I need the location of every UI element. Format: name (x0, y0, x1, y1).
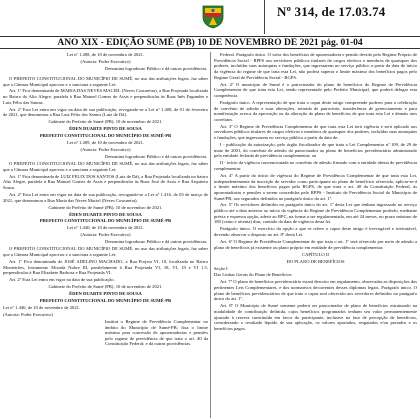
right-paragraph: Art. 6º O Regime de Previdência Complementar de que trata o art. 1º será oferecido por meio de adesão a plano de benefícios já existente ou plano próprio em entidade de previdência complementar. (214, 239, 417, 250)
left-paragraph: Art. 2º Esta Lei entra em vigor na data de sua publicação. (9, 277, 115, 283)
column-divider (210, 52, 211, 418)
left-paragraph: Denomina logradouro Público e dá outras providências. (105, 65, 208, 71)
left-paragraph: Art. 2º Esta Lei entra em vigor na data de sua publicação, revogando-se a Lei nº 1.416, de 03 de março de 2021, que denominou a Rua Maria das Neves Maciel (Neves Costureira). (3, 191, 208, 203)
left-paragraph: Denomina logradouro Público e dá outras providências. (105, 154, 208, 160)
right-paragraph: I - publicação da autorização, pelo órgão fiscalizador de que trata a Lei Complementar nº 109, de 29 de maio de 2001, do convênio de adesão do patrocinador ao plano de benefícios previdenciário administrado pela entidade fechada de previdência complementar; ou (214, 142, 417, 159)
right-paragraph: Parágrafo único. A representação de que trata o caput deste artigo compreende poderes para a celebração de convênio de adesão e suas alterações, retirada de patrocínio, transferência de gerenciamento e para manifestação acerca da aprovação ou da alteração do plano de benefícios de que trata esta Lei e demais atos correlatos. (214, 99, 417, 122)
left-paragraph: Denomina logradouro Público e dá outras providências. (105, 239, 208, 245)
issue-number: Nº 314, de 17.03.74 (277, 4, 386, 19)
left-paragraph: O PREFEITO CONSTITUCIONAL DO MUNICÍPIO DE SUMÉ, no uso das atribuições legais, faz saber que a Câmara Municipal aprovou e o sanciona a seguinte Lei: (3, 246, 208, 257)
left-paragraph: Gabinete do Prefeito de Sumé (PB), 10 de novembro de 2021. (48, 204, 163, 210)
right-paragraph: II - início da vigência convencionada no convênio de adesão firmado com a entidade aberta de previdência complementar. (214, 160, 417, 171)
right-paragraph: Das Linhas Gerais do Plano de Benefícios (214, 272, 292, 278)
left-paragraph: Art. 2º Esta Lei entra em vigor na data de sua publicação, revogando-se a Lei nº 1.408, de 01 de fevereiro de 2021, que denominou a Rua Luiz Félix dos Santos (Luiz de Dá). (3, 106, 208, 118)
left-paragraph: Gabinete do Prefeito de Sumé (PB), 10 de novembro de 2021. (48, 119, 163, 125)
left-paragraph: (Autoria: Poder Executivo) (80, 232, 131, 238)
right-paragraph: Art. 7º O plano de benefícios previdenciário estará descrito em regulamento, observadas as disposições das pertinentes Leis Complementares, e dos normativos decorrentes desses diplomas legais. Parágrafo único. O plano de benefícios previdenciários de que trata o caput será oferecido aos servidores definidos no parágrafo único do art. 1º. (214, 279, 417, 302)
right-paragraph: Art. 4º A partir do início de vigência do Regime de Previdência Complementar de que trata esta Lei, independentemente da inscrição do servidor como participante no plano de benefícios oferecido, aplicar-se-á o limite máximo dos benefícios pagos pelo RGPS, de que trata o art. 40 da Constituição Federal, às aposentadorias e pensões a serem concedidas pelo RPPS - Instituto de Previdência Social do Município de Sumé/PB, aos segurados definidos no parágrafo único do art. 1º. (214, 172, 417, 201)
left-paragraph: Art. 1º Fica denominada de MARIA DAS NEVES MACIEL (Neves Costureira), a Rua Projetada localizada no Bairro do Alto Alegre, paralela à Rua Manoel Gomes de Assis e perpendicular às Ruas Inês Fagundes e Luiz Félix das Santas. (3, 88, 208, 105)
left-paragraph: ÉDEN DUARTE PINTO DE SOUSA (69, 291, 142, 297)
right-paragraph: Art. 2º O município de Sumé é o patrocinador do plano de benefícios do Regime de Previdência Complementar de que trata esta Lei, sendo representado pelo Prefeito Municipal, que poderá delegar esta competência. (214, 81, 417, 98)
left-paragraph: (Autoria: Poder Executivo) (80, 147, 131, 153)
left-paragraph: (Autoria: Poder Executivo) (80, 58, 131, 64)
left-paragraph: Lei nº 1.440, de 10 de novembro de 2021. (66, 225, 145, 231)
municipal-coat-of-arms-icon (200, 3, 226, 29)
edition-line: ANO XIX - EDIÇÃO SUMÉ (PB) 10 DE NOVEMBRO DE 2021 pág. 01-04 (0, 36, 420, 49)
left-paragraph: Institui o Regime de Previdência Complementar no âmbito do Município de Sumé-PB; fixa o limite máximo para concessão de aposentadorias e pensões pelo regime de previdência de que trata o art. 40 da Constituição Federal; e dá outras providências. (105, 318, 208, 347)
masthead (0, 0, 420, 36)
left-paragraph: Art. 1º Fica denominada de LUIZ FELIX DOS SANTOS (Luiz de Dá), a Rua Projetada localizada no bairro Alto Alegre, paralela à Rua Manoel Gomes de Assis e perpendicular às Ruas José de Assis e Rua Arquiteto Sousa. (3, 173, 208, 190)
left-paragraph: PREFEITO CONSTITUCIONAL DO MUNICÍPIO DE SUMÉ-PB (39, 298, 172, 303)
left-paragraph: Lei nº 1.446, de 10 de novembro de 2021. (3, 304, 81, 310)
right-paragraph: Seção I (214, 265, 228, 271)
left-column (3, 52, 208, 348)
left-paragraph: Art. 1º Fica denominada de JOSÉ ADELINO MACHADO, a Rua Projeta VI, 10, localizada no Bairro Monteirões, loteamento Morada Nobre III, paralelamente à Rua Projetada VI, 18, VI, 19 e VI 1.5, perpendicular à Rua Elizabete Barbosa e Rua Projetada VI. (3, 258, 208, 276)
left-paragraph: (Autoria: Poder Executivo) (3, 311, 54, 317)
right-paragraph: Art. 3º O Regime de Previdência Complementar de que trata esta Lei terá vigência e será aplicado aos servidores públicos titulares de cargos efetivos e membros de quaisquer dos poderes, incluídas suas autarquias e fundações, que ingressarem no serviço público a partir da data de: (214, 123, 417, 141)
left-paragraph: PREFEITO CONSTITUCIONAL DO MUNICÍPIO DE SUMÉ-PB (39, 218, 172, 224)
left-paragraph: O PREFEITO CONSTITUCIONAL DO MUNICÍPIO DE SUMÉ, no uso das atribuições legais, faz saber que a Câmara Municipal aprovou e o sanciona a seguinte Lei: (3, 161, 208, 172)
left-paragraph: Lei nº 1.408, de 10 de novembro de 2021. (66, 52, 145, 57)
left-paragraph: Lei nº 1.409, de 10 de novembro de 2021. (66, 140, 145, 146)
left-paragraph: PREFEITO CONSTITUCIONAL DO MUNICÍPIO DE SUMÉ-PB (39, 133, 172, 139)
left-paragraph: Gabinete do Prefeito de Sumé (PB), 10 de novembro de 2021. (48, 284, 163, 290)
left-paragraph: ÉDEN DUARTE PINTO DE SOUSA (69, 211, 142, 217)
right-paragraph: DO PLANO DE BENEFÍCIOS (286, 258, 345, 264)
left-paragraph: O PREFEITO CONSTITUCIONAL DO MUNICÍPIO DE SUMÉ, no uso das atribuições legais, faz saber que a Câmara Municipal aprovou e o sanciona a seguinte Lei: (3, 75, 208, 87)
right-paragraph: Art. 5º Os servidores definidos no parágrafo único do art. 1º desta Lei que tenham ingressado no serviço público até a data anterior ao início da vigência do Regime de Previdência Complementar poderão, mediante prévia e expressa opção, aderir ao RPC, na forma a ser regulamentada, em até 24 meses, no prazo máximo de 180 (cento e oitenta) dias, contado da data de vigência desta lei. (214, 202, 417, 225)
right-paragraph: Federal. Parágrafo único. O valor dos benefícios de aposentadoria e pensão devido pelo Regime Próprio de Previdência Social - RPPS aos servidores públicos titulares de cargos efetivos e membros de quaisquer dos poderes, incluídas suas autarquias e fundações, que ingressarem no serviço público a partir da data de início da vigência do regime de que trata esta Lei, não poderá superar o limite máximo dos benefícios pagos pelo Regime Geral de Previdência Social - RGPS. (214, 52, 417, 80)
right-paragraph: Art. 8º O Município de Sumé somente poderá ser patrocinador de plano de benefícios estruturado na modalidade de contribuição definida, cujos benefícios programados tenham seu valor permanentemente ajustado à reserva constituída em favor do participante, inclusive na fase de percepção de benefícios, considerando o resultado líquido de sua aplicação, os valores aportados, resgatados e/ou portados e os benefícios pagos. (214, 303, 417, 331)
right-paragraph: Parágrafo único. O exercício da opção a que se refere o caput deste artigo é irrevogável e irretratável, devendo observar o disposto no art. 8º desta Lei. (214, 226, 417, 238)
left-paragraph: ÉDEN DUARTE PINTO DE SOUSA (69, 126, 142, 132)
right-paragraph: CAPÍTULO II (302, 251, 329, 257)
right-column (214, 52, 417, 333)
